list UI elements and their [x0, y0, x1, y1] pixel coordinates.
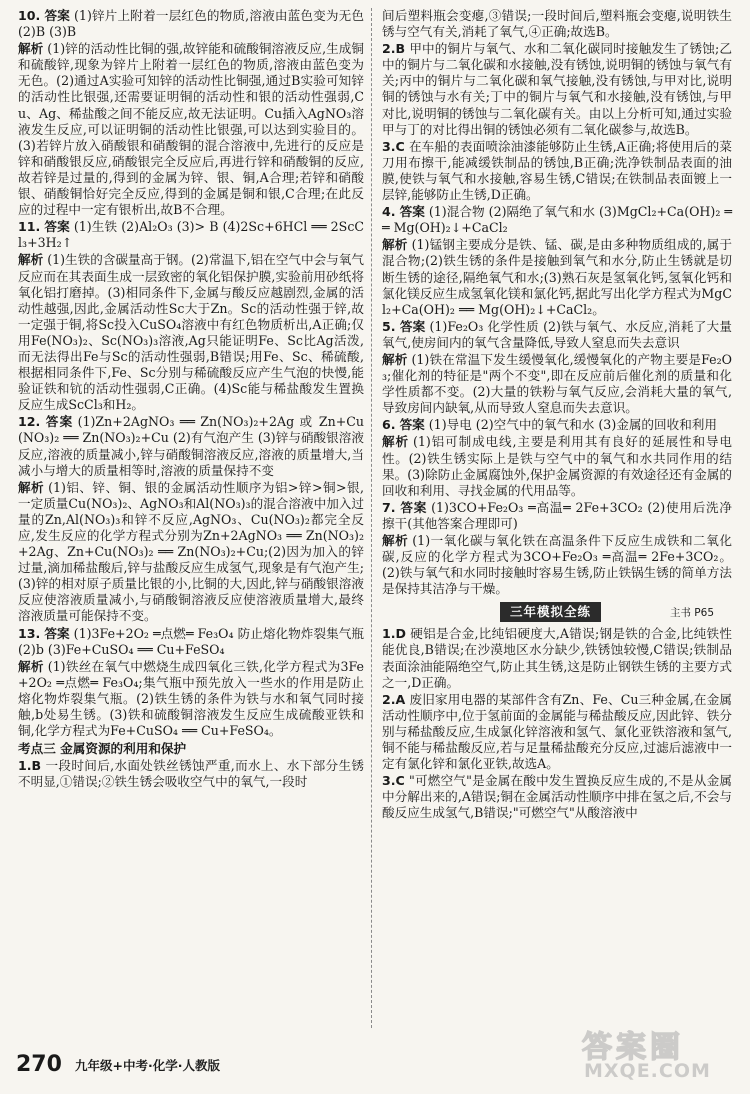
- answer-entry: [382, 8, 732, 40]
- entry-text: (1)铝可制成电线,主要是利用其有良好的延展性和导电性。(2)铁生锈实际上是铁与空气中的氧气和水共同作用的结果。(3)除防止金属腐蚀外,保护金属资源的有效途径还有金属的回收和利用、寻找金属的代用品等。: [382, 434, 733, 498]
- entry-number: 10.: [18, 8, 41, 23]
- entry-text: (1)铁丝在氧气中燃烧生成四氧化三铁,化学方程式为3Fe+2O₂ ═点燃═ Fe₃O₄;集气瓶中预先放入一些水的作用是防止熔化物炸裂集气瓶。(2)铁生锈的条件为铁与水和氧气同时接触,b处易生锈。(3)铁和硫酸铜溶液发生反应生成硫酸亚铁和铜,化学方程式为Fe+CuSO₄ ══ Cu+FeSO₄。: [18, 658, 365, 739]
- entry-text: (1)生铁的含碳量高于钢。(2)常温下,铝在空气中会与氧气反应而在其表面生成一层致密的氧化铝保护膜,实验前用砂纸将氧化铝打磨掉。(3)相同条件下,金属与酸反应越剧烈,金属的活动性越强,因此,金属活动性Sc大于Zn。Sc的活动性强于锌,故一定强于铜,将Sc投入CuSO₄溶液中有红色物质析出,A正确;仅用Fe(NO₃)₂、Sc(NO₃)₃溶液,Ag只能证明Fe、Sc比Ag活泼,而无法得出Fe与Sc的活动性强弱,B错误;用Fe、Sc、稀硫酸,根据相同条件下,Fe、Sc分别与稀硫酸反应产生气泡的快慢,能验证铁和钪的活动性强弱,C正确。(4)Sc能与稀盐酸发生置换反应生成ScCl₃和H₂。: [18, 252, 365, 413]
- book-page-reference: 主书 P65: [669, 607, 714, 620]
- entry-text: (1)3Fe+2O₂ ═点燃═ Fe₃O₄ 防止熔化物炸裂集气瓶 (2)b (3)Fe+CuSO₄ ══ Cu+FeSO₄: [18, 625, 364, 657]
- answer-entry: [382, 773, 732, 821]
- entry-number: 11.: [18, 219, 41, 235]
- entry-text: (1)导电 (2)空气中的氧气和水 (3)金属的回收和利用: [428, 417, 717, 433]
- answer-entry: [18, 480, 364, 625]
- answer-entry: [18, 219, 364, 251]
- entry-number: 7.: [382, 499, 396, 515]
- watermark-logo: 答案圈: [582, 1030, 684, 1065]
- entry-text: 间后塑料瓶会变瘪,③错误;一段时间后,塑料瓶会变瘪,说明铁生锈与空气有关,消耗了氧气,④正确;故选B。: [382, 8, 732, 40]
- entry-tag: 答案: [399, 417, 425, 433]
- answer-entry: [18, 252, 364, 413]
- answer-entry: [18, 659, 364, 739]
- answer-entry: [18, 41, 364, 218]
- answer-entry: [382, 41, 732, 138]
- entry-tag: 答案: [399, 318, 426, 334]
- entry-text: (1)生铁 (2)Al₂O₃ (3)> B (4)2Sc+6HCl ══ 2ScCl₃+3H₂↑: [18, 219, 365, 251]
- site-watermark: [578, 1020, 738, 1086]
- answer-entry: [382, 319, 732, 351]
- entry-text: (1)锌片上附着一层红色的物质,溶液由蓝色变为无色 (2)B (3)B: [18, 8, 364, 40]
- left-entries: [18, 8, 364, 739]
- left-column: [18, 8, 364, 792]
- watermark-url: MXQE.COM: [584, 1060, 711, 1082]
- entry-number: 4.: [382, 204, 396, 220]
- entry-text: (1)锰钢主要成分是铁、锰、碳,是由多种物质组成的,属于混合物;(2)铁生锈的条件是接触到氧气和水分,防止生锈就是切断生锈的途径,隔绝氧气和水;(3)熟石灰是氢氧化钙,氢氧化钙和氯化镁反应生成氢氧化镁和氯化钙,据此写出化学方程式为MgCl₂+Ca(OH)₂ ══ Mg(OH)₂↓+CaCl₂。: [382, 237, 732, 317]
- entry-tag: 答案: [400, 499, 428, 515]
- entry-number: 1.B: [18, 758, 42, 774]
- entry-number: 3.C: [382, 773, 405, 789]
- answer-entry: [382, 417, 732, 433]
- entry-tag: 解析: [382, 351, 408, 367]
- entry-tag: 答案: [44, 8, 71, 23]
- right-column: [382, 8, 732, 823]
- entry-number: 1.D: [382, 626, 407, 642]
- section-heading: 考点三 金属资源的利用和保护: [18, 741, 187, 757]
- entry-text: (1)混合物 (2)隔绝了氧气和水 (3)MgCl₂+Ca(OH)₂ ══ Mg(OH)₂↓+CaCl₂: [382, 204, 732, 236]
- page-footer: [16, 1052, 220, 1077]
- entry-number: 3.C: [382, 138, 405, 154]
- entry-number: 13.: [18, 625, 41, 641]
- answer-entry: [382, 500, 732, 532]
- entry-text: 甲中的铜片与氧气、水和二氧化碳同时接触发生了锈蚀;乙中的铜片与二氧化碳和水接触,没有锈蚀,说明铜的锈蚀与氧气有关;丙中的铜片与二氧化碳和氧气接触,没有锈蚀,与甲对比,说明铜的锈蚀与水有关;丁中的铜片与氧气和水接触,没有锈蚀,与甲对比,说明铜的锈蚀与二氧化碳有关。由以上分析可知,通过实验甲与丁的对比得出铜的锈蚀必须有二氧化碳参与,故选B。: [382, 41, 732, 137]
- page-number: 270: [16, 1052, 62, 1077]
- entry-tag: 解析: [18, 41, 44, 57]
- entry-tag: 答案: [44, 625, 70, 641]
- entry-number: 12.: [18, 414, 41, 430]
- entry-tag: 解析: [18, 252, 44, 268]
- entry-tag: 解析: [18, 479, 45, 495]
- answer-entry: [382, 434, 732, 498]
- entry-text: 废旧家用电器的某部件含有Zn、Fe、Cu三种金属,在金属活动性顺序中,位于氢前面的金属能与稀盐酸反应,因此锌、铁分别与稀盐酸反应,生成氯化锌溶液和氢气、氯化亚铁溶液和氢气,铜不能与稀盐酸反应,若与足量稀盐酸充分反应,过滤后滤液中一定有氯化锌和氯化亚铁,故选A。: [382, 691, 732, 772]
- answer-entry: [382, 352, 732, 416]
- answer-entry: [382, 692, 732, 772]
- entry-text: (1)铁在常温下发生缓慢氧化,缓慢氧化的产物主要是Fe₂O₃;催化剂的特征是"两个不变",即在反应前后催化剂的质量和化学性质都不变。(2)大量的铁粉与氧气反应,会消耗大量的氧气,导致房间内缺氧,从而导致人窒息而失去意识。: [382, 351, 733, 416]
- series-title: 九年级+中考·化学·人教版: [75, 1057, 221, 1073]
- answer-entry: [18, 626, 364, 658]
- entry-number: 6.: [382, 417, 396, 433]
- answer-entry: [382, 626, 732, 690]
- entry-text: (1)一氧化碳与氧化铁在高温条件下反应生成铁和二氧化碳,反应的化学方程式为3CO+Fe₂O₃ ═高温═ 2Fe+3CO₂。(2)铁与氧气和水同时接触时容易生锈,防止铁锅生锈的简单方法是保持其洁净与干燥。: [382, 533, 733, 597]
- answer-entry: [18, 8, 364, 40]
- section-banner: 三年模拟全练: [500, 602, 601, 622]
- entry-tag: 解析: [18, 658, 44, 674]
- entry-number: 2.A: [382, 691, 406, 707]
- entry-number: 2.B: [382, 41, 406, 57]
- answer-entry: [382, 204, 732, 236]
- answer-entry: [382, 533, 732, 597]
- entry-text: (1)Fe₂O₃ 化学性质 (2)铁与氧气、水反应,消耗了大量氧气,使房间内的氧气含量降低,导致人窒息而失去意识: [382, 318, 732, 350]
- right-entries: [382, 8, 732, 597]
- entry-tag: 解析: [382, 533, 409, 548]
- entry-text: 一段时间后,水面处铁丝锈蚀严重,而水上、水下部分生锈不明显,①错误;②铁生锈会吸收空气中的氧气,一段时: [18, 758, 364, 790]
- entry-tag: 解析: [382, 434, 409, 450]
- entry-number: 5.: [382, 318, 396, 334]
- entry-text: (1)Zn+2AgNO₃ ══ Zn(NO₃)₂+2Ag 或 Zn+Cu(NO₃)₂ ══ Zn(NO₃)₂+Cu (2)有气泡产生 (3)锌与硝酸银溶液反应,溶液的质量减小,锌与硝酸铜溶液反应,溶液的质量增大,当减小与增大的质量相等时,溶液的质量保持不变: [18, 414, 364, 478]
- answer-entry: [382, 139, 732, 203]
- entry-tag: 答案: [45, 414, 74, 430]
- column-divider: [371, 8, 372, 1028]
- answer-entry: [18, 414, 364, 478]
- entry-text: (1)铝、锌、铜、银的金属活动性顺序为铝>锌>铜>银,一定质量Cu(NO₃)₂、AgNO₃和Al(NO₃)₃的混合溶液中加入过量的Zn,Al(NO₃)₃和锌不反应,AgNO₃、Cu(NO₃)₂都完全反应,发生反应的化学方程式分别为Zn+2AgNO₃ ══ Zn(NO₃)₂+2Ag、Zn+Cu(NO₃)₂ ══ Zn(NO₃)₂+Cu;(2)因为加入的锌过量,滴加稀盐酸后,锌与盐酸反应生成氢气,现象是有气泡产生;(3)锌的相对原子质量比银的小,比铜的大,因此,锌与硝酸银溶液反应使溶液质量减小,与硝酸铜溶液反应使溶液质量增大,最终溶液质量可能保持不变。: [18, 479, 365, 624]
- section-entry: [18, 758, 364, 790]
- entry-text: (1)锌的活动性比铜的强,故锌能和硫酸铜溶液反应,生成铜和硫酸锌,现象为锌片上附着一层红色的物质,溶液由蓝色变为无色。(2)通过A实验可知锌的活动性比铜强,通过B实验可知锌的活动性比银强,还需要证明铜的活动性和银的活动性强弱,Cu、Ag、稀盐酸之间不能反应,故无法证明。Cu插入AgNO₃溶液发生反应,可以证明铜的活动性比银强,可以达到实验目的。(3)若锌片放入硝酸银和硝酸铜的混合溶液中,先进行的反应是锌和硝酸银反应,硝酸银完全反应后,再进行锌和硝酸铜的反应,故若锌是过量的,得到的金属为锌、银、铜,A合理;若锌和硝酸银、硝酸铜恰好完全反应,得到的金属是铜和银,C合理;在此反应的过程中一定有银析出,故B不合理。: [18, 41, 364, 218]
- entry-text: 硬铝是合金,比纯铝硬度大,A错误;钢是铁的合金,比纯铁性能优良,B错误;在沙漠地区水分缺少,铁锈蚀较慢,C错误;铁制品表面涂油能隔绝空气,防止其生锈,这是防止钢铁生锈的主要方式之一,D正确。: [382, 626, 732, 690]
- right-entries-after: [382, 626, 732, 821]
- entry-tag: 答案: [399, 204, 425, 220]
- entry-tag: 解析: [382, 237, 408, 253]
- answer-entry: [382, 237, 732, 317]
- entry-text: "可燃空气"是金属在酸中发生置换反应生成的,不是从金属中分解出来的,A错误;铜在金属活动性顺序中排在氢之后,不会与酸反应生成氢气,B错误;"可燃空气"从酸溶液中: [382, 773, 732, 821]
- entry-text: 在车船的表面喷涂油漆能够防止生锈,A正确;将使用后的菜刀用布擦干,能减缓铁制品的锈蚀,B正确;洗净铁制品表面的油膜,使铁与氧气和水接触,容易生锈,C错误;在铁制品表面镀上一层锌,能够防止生锈,D正确。: [382, 138, 732, 203]
- banner-row: [382, 601, 732, 623]
- entry-text: (1)3CO+Fe₂O₃ ═高温═ 2Fe+3CO₂ (2)使用后洗净擦干(其他答案合理即可): [382, 499, 733, 531]
- entry-tag: 答案: [44, 219, 70, 235]
